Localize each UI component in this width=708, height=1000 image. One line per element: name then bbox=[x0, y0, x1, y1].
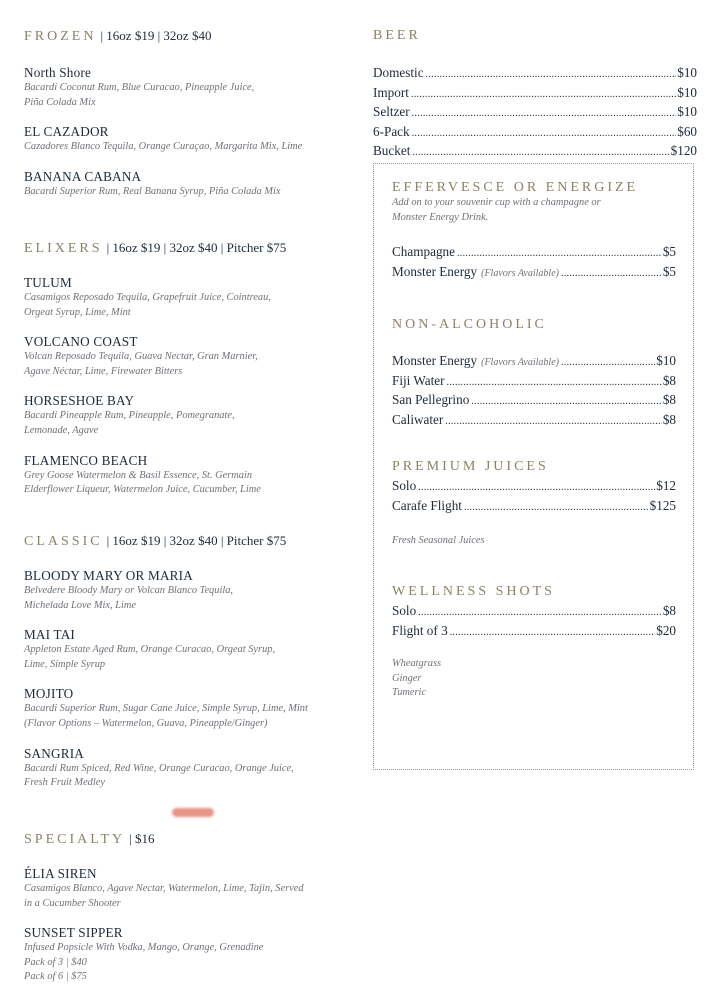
item-name: EL CAZADOR bbox=[24, 124, 109, 140]
menu-item bbox=[24, 866, 354, 911]
menu-item bbox=[24, 746, 354, 791]
price-row: Fiji Water ..... $8 bbox=[392, 372, 676, 392]
beer-section bbox=[373, 28, 697, 162]
juices-section bbox=[392, 459, 676, 584]
item-desc: Orgeat Syrup, Lime, Mint bbox=[24, 306, 131, 318]
item-desc: Bacardi Superior Rum, Sugar Cane Juice, Simple Syrup, Lime, Mint bbox=[24, 703, 308, 715]
section-sizes: | 16oz $19 | 32oz $40 | Pitcher $75 bbox=[106, 240, 287, 255]
menu-item bbox=[24, 686, 354, 731]
item-desc: Piña Colada Mix bbox=[24, 96, 96, 108]
item-desc: in a Cucumber Shooter bbox=[24, 897, 121, 909]
price-row: Domestic ..... $10 bbox=[373, 64, 697, 84]
section-title: FROZEN bbox=[24, 29, 97, 44]
addons-box bbox=[373, 163, 694, 770]
item-name: HORSESHOE BAY bbox=[24, 393, 135, 409]
item-desc: (Flavor Options – Watermelon, Guava, Pineapple/Ginger) bbox=[24, 717, 268, 729]
left-column bbox=[24, 28, 354, 999]
wellness-flavor: Wheatgrass bbox=[392, 658, 442, 670]
menu-item bbox=[24, 925, 354, 985]
menu-item bbox=[24, 65, 354, 110]
item-desc: Fresh Fruit Medley bbox=[24, 777, 105, 789]
section-sizes: | $16 bbox=[129, 831, 155, 846]
price-row: Monster Energy (Flavors Available) ..... $5 bbox=[392, 263, 676, 283]
item-name: ÉLIA SIREN bbox=[24, 866, 97, 881]
item-name: SANGRIA bbox=[24, 745, 85, 761]
price-row: 6-Pack ..... $60 bbox=[373, 123, 697, 143]
item-desc: Volcan Reposado Tequila, Guava Nectar, Gran Marnier, bbox=[24, 351, 258, 363]
elixers-section bbox=[24, 240, 354, 533]
menu-item bbox=[24, 393, 354, 438]
item-desc: Bacardi Coconut Rum, Blue Curacao, Pineapple Juice, bbox=[24, 82, 255, 93]
item-name: BLOODY MARY OR MARIA bbox=[24, 568, 193, 583]
wellness-flavor: Tumeric bbox=[392, 687, 427, 699]
section-subtitle: Monster Energy Drink. bbox=[392, 211, 489, 223]
wellness-header bbox=[392, 584, 676, 600]
item-name: TULUM bbox=[24, 275, 72, 290]
frozen-section bbox=[24, 28, 354, 240]
item-desc: Casamigos Blanco, Agave Nectar, Watermelon, Lime, Tajin, Served bbox=[24, 883, 304, 894]
effervesce-section bbox=[392, 180, 676, 317]
item-desc: Michelada Love Mix, Lime bbox=[24, 599, 136, 611]
item-desc: Pack of 3 | $40 bbox=[24, 956, 87, 968]
section-title: ELIXERS bbox=[24, 241, 103, 256]
frozen-header bbox=[24, 28, 354, 45]
item-name: VOLCANO COAST bbox=[24, 334, 138, 350]
section-title: NON-ALCOHOLIC bbox=[392, 317, 547, 332]
section-title: PREMIUM JUICES bbox=[392, 459, 549, 474]
classic-header bbox=[24, 533, 354, 550]
item-name: North Shore bbox=[24, 65, 92, 80]
item-name: BANANA CABANA bbox=[24, 168, 142, 184]
item-desc: Bacardi Superior Rum, Real Banana Syrup, Piña Colada Mix bbox=[24, 185, 281, 197]
wellness-flavor: Ginger bbox=[392, 672, 422, 684]
section-title: BEER bbox=[373, 28, 421, 43]
item-desc: Appleton Estate Aged Rum, Orange Curacao, Orgeat Syrup, bbox=[24, 644, 276, 656]
item-desc: Elderflower Liqueur, Watermelon Juice, Cucumber, Lime bbox=[24, 484, 261, 496]
menu-item bbox=[24, 453, 354, 498]
juices-header bbox=[392, 459, 676, 475]
specialty-section bbox=[24, 831, 354, 985]
price-row: Monster Energy (Flavors Available) ..... $10 bbox=[392, 352, 676, 372]
item-desc: Agave Néctar, Lime, Firewater Bitters bbox=[24, 365, 183, 377]
item-desc: Lemonade, Agave bbox=[24, 424, 99, 436]
item-name: MOJITO bbox=[24, 686, 74, 702]
item-desc: Lime, Simple Syrup bbox=[24, 658, 106, 670]
item-desc: Pack of 6 | $75 bbox=[24, 971, 87, 983]
section-title: EFFERVESCE OR ENERGIZE bbox=[392, 180, 639, 195]
menu-item bbox=[24, 627, 354, 672]
item-desc: Casamigos Reposado Tequila, Grapefruit Juice, Cointreau, bbox=[24, 292, 271, 303]
item-desc: Infused Popsicle With Vodka, Mango, Orange, Grenadine bbox=[24, 942, 264, 954]
wellness-section bbox=[392, 584, 676, 701]
price-row: Bucket ..... $120 bbox=[373, 142, 697, 162]
item-name: FLAMENCO BEACH bbox=[24, 452, 148, 468]
section-title: SPECIALTY bbox=[24, 832, 126, 847]
price-row: San Pellegrino ..... $8 bbox=[392, 391, 676, 411]
non-alcoholic-section bbox=[392, 317, 676, 459]
item-desc: Cazadores Blanco Tequila, Orange Curaçao, Margarita Mix, Lime bbox=[24, 141, 303, 153]
section-sizes: | 16oz $19 | 32oz $40 bbox=[100, 28, 212, 43]
effervesce-header bbox=[392, 180, 676, 196]
price-row: Champagne ..... $5 bbox=[392, 243, 676, 263]
section-title: WELLNESS SHOTS bbox=[392, 584, 555, 599]
section-subtitle: Add on to your souvenir cup with a champagne or bbox=[392, 197, 601, 208]
menu-item bbox=[24, 334, 354, 379]
price-row: Caliwater ..... $8 bbox=[392, 411, 676, 431]
menu-item bbox=[24, 124, 354, 155]
beer-header bbox=[373, 28, 697, 44]
specialty-header bbox=[24, 831, 354, 848]
non-alcoholic-header bbox=[392, 317, 676, 333]
menu-item bbox=[24, 568, 354, 613]
price-row: Import ..... $10 bbox=[373, 84, 697, 104]
item-name: SUNSET SIPPER bbox=[24, 925, 123, 941]
price-row: Carafe Flight ..... $125 bbox=[392, 497, 676, 517]
price-row: Flight of 3 ..... $20 bbox=[392, 622, 676, 642]
item-name: MAI TAI bbox=[24, 627, 76, 643]
price-row: Solo ..... $12 bbox=[392, 477, 676, 497]
menu-item bbox=[24, 169, 354, 200]
section-title: CLASSIC bbox=[24, 534, 103, 549]
classic-section bbox=[24, 533, 354, 831]
section-sizes: | 16oz $19 | 32oz $40 | Pitcher $75 bbox=[106, 533, 287, 548]
elixers-header bbox=[24, 240, 354, 257]
menu-item bbox=[24, 275, 354, 320]
item-desc: Grey Goose Watermelon & Basil Essence, St. Germain bbox=[24, 469, 253, 481]
red-highlight-mark bbox=[172, 808, 214, 817]
item-desc: Belvedere Bloody Mary or Volcan Blanco Tequila, bbox=[24, 585, 234, 596]
item-desc: Bacardi Rum Spiced, Red Wine, Orange Curacao, Orange Juice, bbox=[24, 762, 294, 774]
item-desc: Bacardi Pineapple Rum, Pineapple, Pomegranate, bbox=[24, 410, 235, 422]
juices-note: Fresh Seasonal Juices bbox=[392, 535, 485, 547]
price-row: Solo ..... $8 bbox=[392, 602, 676, 622]
price-row: Seltzer ..... $10 bbox=[373, 103, 697, 123]
